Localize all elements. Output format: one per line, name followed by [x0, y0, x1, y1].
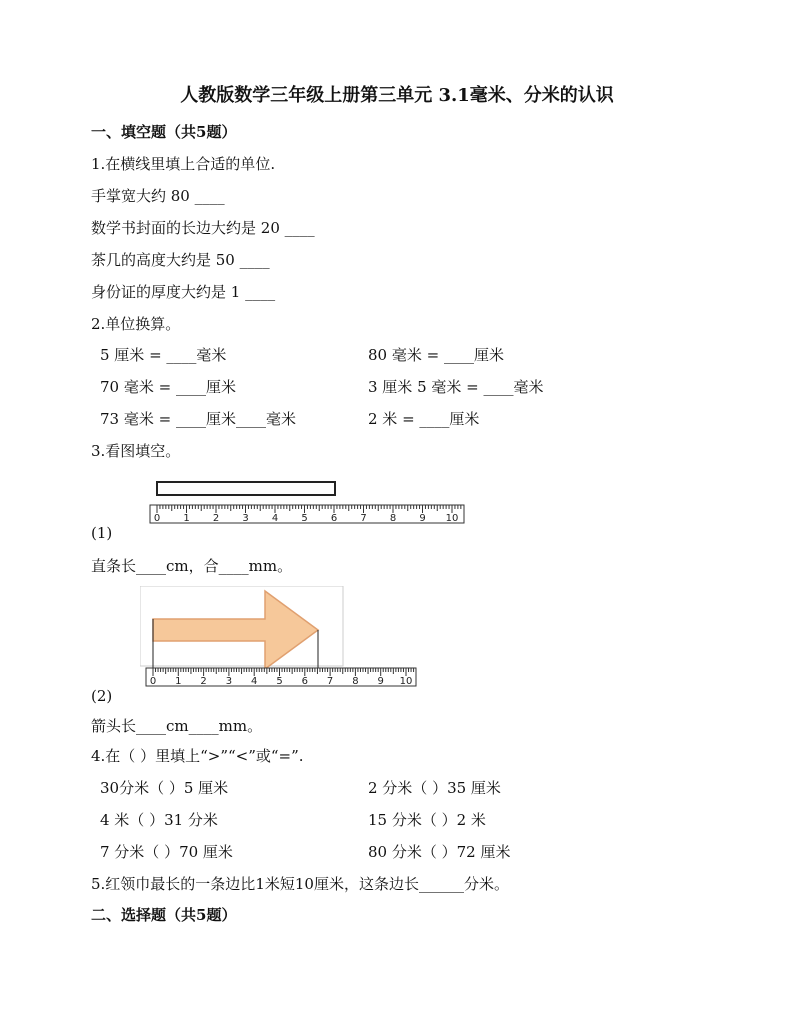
- ruler-tick-label: 9: [419, 513, 426, 524]
- ruler-tick-label: 3: [225, 676, 233, 687]
- q4-right-item: 80 分米（ ）72 厘米: [368, 843, 511, 861]
- ruler: [146, 668, 416, 687]
- ruler-tick-label: 5: [301, 513, 308, 524]
- figure-arrow-ruler: [140, 586, 430, 692]
- q1-item: 数学书封面的长边大约是 20 ____: [91, 219, 315, 237]
- q3-prompt: 3.看图填空。: [91, 442, 181, 460]
- ruler-tick-label: 5: [276, 676, 283, 687]
- q3-sub2-text: 箭头长____cm____mm。: [91, 717, 263, 735]
- q2-prompt: 2.单位换算。: [91, 315, 181, 333]
- q2-right-item: 2 米 = ____厘米: [368, 410, 480, 428]
- straight-bar: [157, 482, 335, 495]
- ruler-tick-label: 8: [389, 513, 397, 524]
- q3-sub2-label: (2): [91, 687, 113, 705]
- q1-item: 身份证的厚度大约是 1 ____: [91, 283, 276, 301]
- ruler-tick-label: 7: [326, 676, 334, 687]
- section-2-heading: 二、选择题（共5题）: [91, 906, 237, 924]
- q4-left-item: 7 分米（ ）70 厘米: [100, 843, 233, 861]
- q4-right-item: 2 分米（ ）35 厘米: [368, 779, 501, 797]
- q3-sub1-text: 直条长____cm，合____mm。: [91, 557, 293, 575]
- ruler-tick-label: 0: [149, 676, 157, 687]
- ruler-tick-label: 1: [175, 676, 182, 687]
- ruler-tick-label: 9: [377, 676, 384, 687]
- q5-prompt: 5.红领巾最长的一条边比1米短10厘米，这条边长______分米。: [91, 875, 509, 893]
- ruler-tick-label: 6: [301, 676, 308, 687]
- ruler-tick-label: 10: [445, 513, 459, 524]
- q4-left-item: 4 米（ ）31 分米: [100, 811, 218, 829]
- q1-item: 茶几的高度大约是 50 ____: [91, 251, 270, 269]
- ruler-tick-label: 10: [399, 676, 413, 687]
- ruler-tick-label: 6: [330, 513, 338, 524]
- ruler-tick-label: 4: [271, 513, 279, 524]
- ruler-tick-label: 0: [153, 513, 161, 524]
- figure-bar-ruler: [140, 474, 480, 532]
- q2-right-item: 3 厘米 5 毫米 = ____毫米: [368, 378, 544, 396]
- q4-left-item: 30分米（ ）5 厘米: [100, 779, 229, 797]
- ruler-tick-label: 4: [251, 676, 258, 687]
- ruler-tick-label: 2: [200, 676, 207, 687]
- q2-right-item: 80 毫米 = ____厘米: [368, 346, 504, 364]
- page-title: 人教版数学三年级上册第三单元 3.1毫米、分米的认识: [180, 85, 614, 106]
- q2-left-item: 70 毫米 = ____厘米: [100, 378, 236, 396]
- ruler-tick-label: 7: [360, 513, 367, 524]
- q4-prompt: 4.在（ ）里填上“>”“<”或“=”.: [91, 747, 304, 765]
- q3-sub1-label: (1): [91, 524, 113, 542]
- q1-item: 手掌宽大约 80 ____: [91, 187, 225, 205]
- q2-left-item: 5 厘米 = ____毫米: [100, 346, 227, 364]
- ruler-tick-label: 2: [212, 513, 220, 524]
- q1-prompt: 1.在横线里填上合适的单位.: [91, 155, 276, 173]
- ruler-tick-label: 8: [352, 676, 359, 687]
- ruler: [150, 505, 464, 524]
- q2-left-item: 73 毫米 = ____厘米____毫米: [100, 410, 296, 428]
- ruler-tick-label: 3: [242, 513, 249, 524]
- q4-right-item: 15 分米（ ）2 米: [368, 811, 486, 829]
- section-1-heading: 一、填空题（共5题）: [91, 123, 237, 141]
- ruler-tick-label: 1: [183, 513, 190, 524]
